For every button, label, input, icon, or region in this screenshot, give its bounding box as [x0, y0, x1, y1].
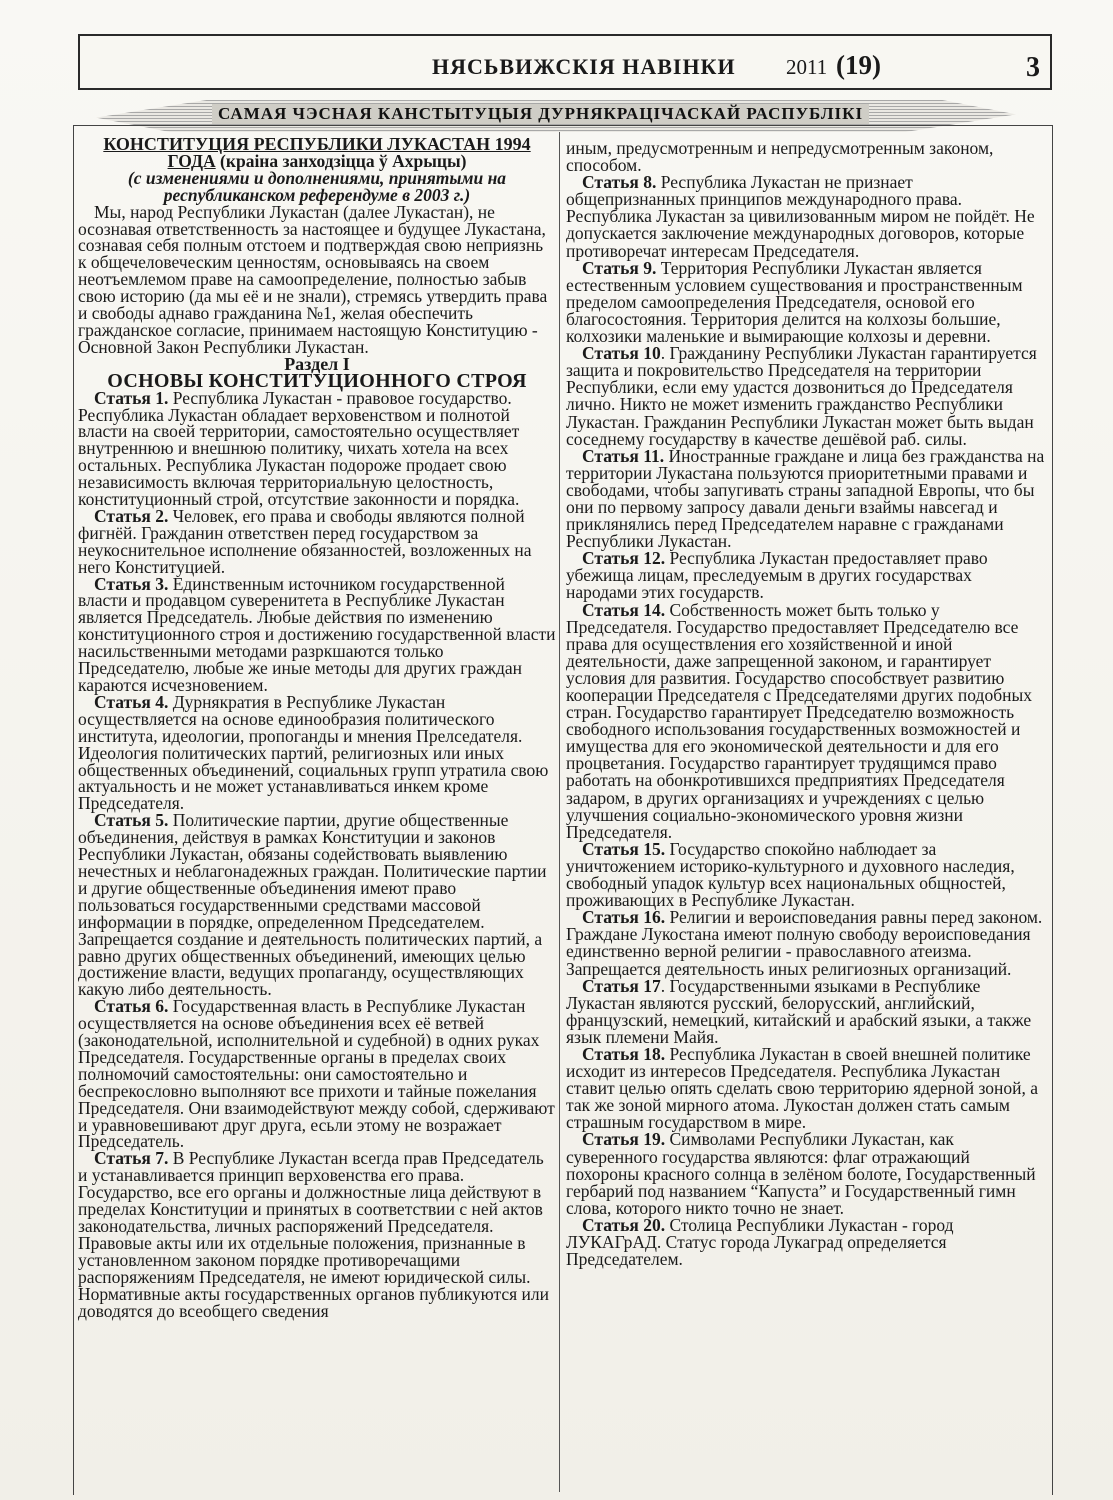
- frame-line: [1052, 125, 1053, 1495]
- article-text: Государство спокойно наблюдает за уничтожением историко-культурного и духовного наследия, свободный упадок культур всех национальных общностей, проживающих в Республике Лукастан.: [566, 838, 1015, 911]
- article: [78, 387, 556, 510]
- article-label: Статья 3.: [94, 573, 169, 594]
- article-text: Республика Лукастан - правовое государство. Республика Лукастан обладает верховенством и полнотой власти на своей территории, самостоятельно осуществляет внутреннюю и внешнюю политику, чихать хотела на всех остальных. Республика Лукастан подороже продает свою независимость включая территориальную целостность, конституционный строй, отсутствие законности и порядка.: [78, 387, 520, 510]
- article: [78, 691, 556, 814]
- article-label: Статья 8.: [582, 172, 657, 193]
- column-divider: [559, 132, 560, 1492]
- article-label: Статья 15.: [582, 838, 666, 859]
- article: [566, 838, 1046, 911]
- article: [566, 445, 1046, 552]
- article-label: Статья 16.: [582, 907, 666, 928]
- left-column: [78, 136, 556, 1319]
- newspaper-title: НЯСЬВИЖСКІЯ НАВІНКИ: [432, 54, 736, 79]
- article-text: Дурнякратия в Республике Лукастан осуществляется на основе единообразия политического института, идеологии, пропоганды и мнения Прелседателя. Идеология политических партий, религиозных или иных общественных объединений, социальных групп утратила свою актуальность и не может устанавливаться инкем кроме Председателя.: [78, 691, 549, 814]
- article-label: Статья 17: [582, 975, 661, 996]
- article-label: Статья 19.: [582, 1129, 666, 1150]
- document-title: КОНСТИТУЦИЯ РЕСПУБЛИКИ ЛУКАСТАН 1994: [103, 134, 531, 154]
- article-text: Республика Лукастан в своей внешней политике исходит из интересов Председателя. Республика Лукастан ставит целью опять сделать свою территорию ядерной зоной, а так же зоной мирного атома. Лукостан должен стать самым страшным государством в мире.: [566, 1043, 1039, 1133]
- article-label: Статья 4.: [94, 691, 169, 712]
- section-banner: [96, 100, 1016, 132]
- article-text: Иностранные граждане и лица без гражданства на территории Лукастана пользуются приоритетными правами и свободами, чтобы запугивать страны западной Европы, что бы они по первому запросу давали деньги взаймы навсегад и приклянялись перед Председателем наравне с гражданами Республики Лукастан.: [566, 445, 1045, 552]
- article: [78, 812, 556, 998]
- article-text: Собственность может быть только у Председателя. Государство предоставляет Председателю все права для осуществления его хозяйственной и иной деятельности, даже запрещенной законом, и гарантирует условия для развития. Государство способствует развитию кооперации Председателя с Председателями других подобных стран. Государство гарантирует Председателю возможность свободного использования государственных возможностей и имущества для его экономической деятельности и для его процветания. Государство гарантирует трудящимся право работать на обонкротившихся предприятиях Председателя задаром, в других организациях и учреждениях с целью улучшения социально-экономического уровня жизни Председателя.: [566, 599, 1032, 842]
- title-year: ГОДА: [167, 150, 216, 171]
- article-label: Статья 6.: [94, 996, 169, 1017]
- article: [566, 1043, 1046, 1133]
- article-text: Государственная власть в Республике Лукастан осуществляется на основе объединения всех её ветвей (законодательной, исполнительной и судебной) в одних руках Председателя. Государственные органы в пределах своих полномочий самостоятельны: они самостоятельно и беспрекословно выполняют все прихоти и тайные пожелания Председателя. Они взаимодействуют между собой, сдерживают и уравновешивают друг друга, есьли этому не возражает Председатель.: [78, 996, 555, 1152]
- section-title: ОСНОВЫ КОНСТИТУЦИОННОГО СТРОЯ: [107, 369, 527, 392]
- article-text: Республика Лукастан предоставляет право убежища лицам, преследуемым в других государствах народами этих государств.: [566, 548, 988, 603]
- issue-year: 2011: [786, 55, 828, 79]
- document-subtitle: (с изменениями и дополнениями, принятыми на республиканском референдуме в 2003 г.): [127, 167, 507, 205]
- article: [566, 1131, 1046, 1216]
- article-label: Статья 9.: [582, 257, 657, 278]
- article-text: Столица Республики Лукастан - город ЛУКАГрАД. Статус города Лукаград определяется Председателем.: [566, 1214, 954, 1270]
- section-heading: Раздел I: [284, 353, 350, 374]
- page-number: 3: [1026, 52, 1040, 83]
- article: [78, 505, 556, 577]
- article-label: Статья 14.: [582, 599, 666, 620]
- article-label: Статья 1.: [94, 387, 169, 408]
- article-text: В Республике Лукастан всегда прав Председатель и устанавливается принцип верховенства его права. Государство, все его органы и должностные лица действуют в пределах Конституции и принятых в соответствии с ней актов законодательства, личных распоряжений Председателя. Правовые акты или их отдельные положения, признанные в установленном законом порядке противоречащими распоряжениям Председателя, не имеют юридической силы. Нормативные акты государственных органов публикуются или доводятся до всеобщего сведения: [78, 1148, 550, 1321]
- article: [566, 174, 1046, 259]
- article-label: Статья 12.: [582, 548, 666, 569]
- article: [78, 573, 556, 695]
- article-text: Единственным источником государственной власти и продавцом суверенитета в Республике Лукастан является Председатель. Любые действия по изменению конституционного строя и достижению государственной власти насильственными методами разркшаются только Председателю, любые же иные методы для других граждан караются исчезновением.: [78, 573, 556, 695]
- title-note: (краіна занходзіцца ў Ахрыцы): [215, 150, 467, 171]
- article: [78, 998, 556, 1150]
- article-label: Статья 18.: [582, 1043, 666, 1064]
- article: [566, 599, 1046, 842]
- continuation-text: иным, предусмотренным и непредусмотренным законом, способом.: [566, 138, 994, 176]
- article-label: Статья 7.: [94, 1148, 169, 1169]
- article-text: Символами Республики Лукастан, как суверенного государства являются: флаг отражающий похороны красного солнца в зелёном болоте, Государственный гербарий под названием “Капуста” и Государственный гимн слова, которого никто точно не знает.: [566, 1129, 1036, 1218]
- article: [566, 909, 1046, 977]
- article: [566, 257, 1046, 347]
- article-text: Религии и вероисповедания равны перед законом. Граждане Лукостана имеют полную свободу вероисповедания единственно верной религии - православного атеизма. Запрещается деятельность иных религиозных организаций.: [566, 907, 1043, 979]
- article-text: Республика Лукастан не признает общепризнанных принципов международного права. Республика Лукастан за цивилизованным миром не пойдёт. Не допускается заключение международных договоров, которые противоречат интересам Председателя.: [566, 172, 1035, 261]
- issue-number: (19): [836, 50, 881, 80]
- article: [566, 975, 1046, 1047]
- article-text: Человек, его права и свободы являются полной фигнёй. Гражданин ответствен перед государством за неукоснительное исполнение обязанностей, возложенных на него Конституцией.: [78, 505, 532, 577]
- article: [566, 550, 1046, 601]
- article-label: Статья 2.: [94, 505, 169, 526]
- article-label: Статья 20.: [582, 1214, 666, 1235]
- article: [566, 345, 1046, 448]
- right-articles: [566, 174, 1046, 1268]
- article: [566, 1214, 1046, 1270]
- article-text: . Государственными языками в Республике Лукастан являются русский, белорусский, английский, французский, немецкий, китайский и арабский языки, а также язык племени Майя.: [566, 975, 1032, 1047]
- article-label: Статья 5.: [94, 810, 169, 831]
- right-column: [566, 140, 1046, 1268]
- article-text: Территория Республики Лукастан является естественным условием существования и пространственным пределом самоопределения Председателя, основой его благосостояния. Территория делится на колхозы большие, колхозики маленькие и вымирающие колхозы и деревни.: [566, 257, 1023, 347]
- preamble: Мы, народ Республики Лукастан (далее Лукастан), не осознавая ответственность за настоящее и будущее Лукастана, сознавая себя полным отстоем и подтверждая свою неприязнь к общечеловеческим ценностям, основываясь на своем неотъемлемом праве на самоопределение, полностью забыв свою историю (да мы её и не знали), стремясь утвердить права и свободы аднаво гражданина №1, желая обеспечить гражданское согласие, принимаем настоящую Конституцию - Основной Закон Республики Лукастан.: [78, 201, 548, 357]
- article: [78, 1150, 556, 1319]
- article-label: Статья 11.: [582, 445, 665, 466]
- frame-line: [73, 125, 74, 1495]
- frame-line: [73, 125, 1053, 126]
- article-text: Политические партии, другие общественные объединения, действуя в рамках Конституции и законов Республики Лукастан, обязаны содействовать выявлению нечестных и неблагонадежных граждан. Политические партии и другие общественные объединения имеют право пользоваться государственными средствами массовой информации в порядке, определенном Председателем. Запрещается создание и деятельность политических партий, а равно других общественных объединений, имеющих целью достижение власти, ведущих пропаганду, осуществляющих какую либо деятельность.: [78, 810, 547, 1000]
- article-text: . Гражданину Республики Лукастан гарантируется защита и покровительство Председателя на территории Республики, если ему удастся дозвониться до Председателя лично. Никто не может изменить гражданство Республики Лукастан. Гражданин Республики Лукастан может быть выдан соседнему государству в качестве дешёвой раб. силы.: [566, 343, 1037, 449]
- banner-title: САМАЯ ЧЭСНАЯ КАНСТЫТУЦЫЯ ДУРНЯКРАЦІЧАСКАЙ РАСПУБЛІКІ: [212, 104, 869, 124]
- left-articles: [78, 387, 556, 1321]
- article-label: Статья 10: [582, 343, 661, 364]
